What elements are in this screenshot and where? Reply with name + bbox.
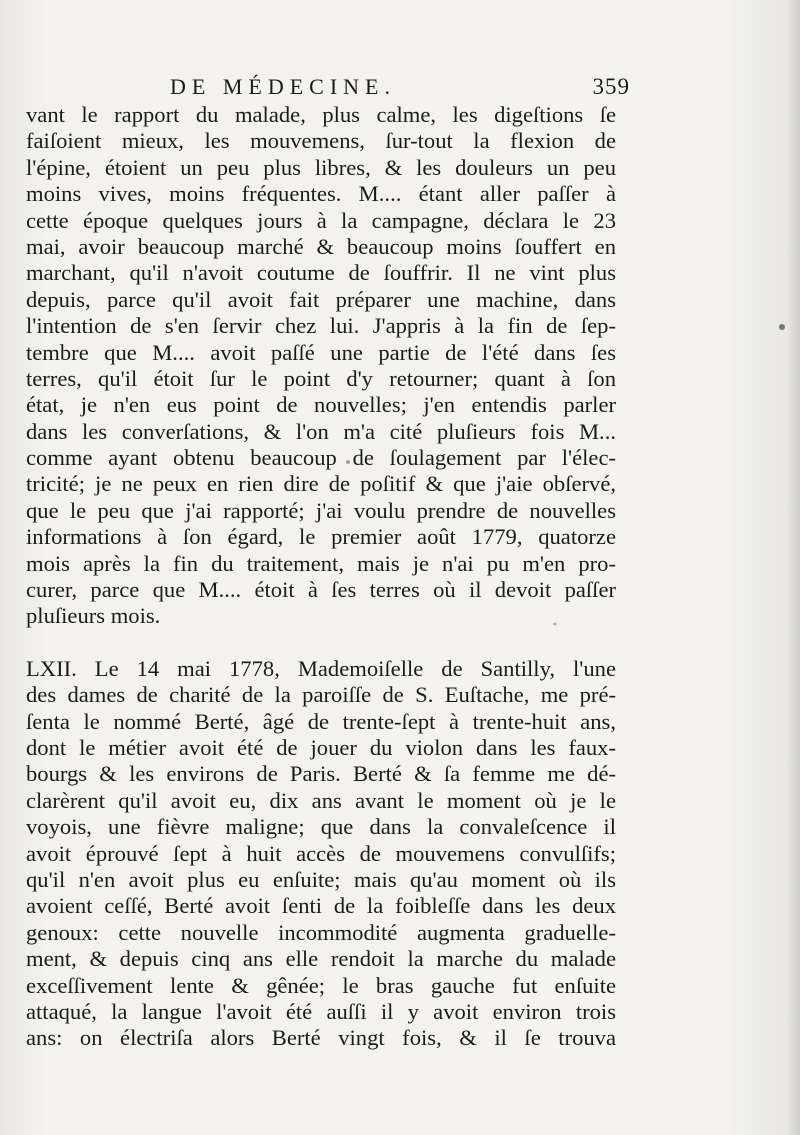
text-line: terres, qu'il étoit ſur le point d'y retourner; quant à ſon xyxy=(26,365,616,391)
text-line: marchant, qu'il n'avoit coutume de ſouffrir. Il ne vint plus xyxy=(26,260,616,286)
text-line: dont le métier avoit été de jouer du violon dans les faux- xyxy=(26,734,616,760)
text-line: que le peu que j'ai rapporté; j'ai voulu prendre de nouvelles xyxy=(26,497,616,523)
text-line: mai, avoir beaucoup marché & beaucoup moins ſouffert en xyxy=(26,233,616,259)
paragraph-gap xyxy=(26,630,616,656)
text-line: voyois, une fièvre maligne; que dans la convaleſcence il xyxy=(26,814,616,840)
text-line: l'intention de s'en ſervir chez lui. J'appris à la fin de ſep- xyxy=(26,313,616,339)
paragraph-continued xyxy=(26,102,616,630)
text-line: état, je n'en eus point de nouvelles; j'en entendis parler xyxy=(26,392,616,418)
text-line: avoient ceſſé, Berté avoit ſenti de la foibleſſe dans les deux xyxy=(26,893,616,919)
body-text xyxy=(26,102,616,1052)
text-line: ſenta le nommé Berté, âgé de trente-ſept à trente-huit ans, xyxy=(26,708,616,734)
text-line: ment, & depuis cinq ans elle rendoit la marche du malade xyxy=(26,946,616,972)
text-line: dans les converſations, & l'on m'a cité pluſieurs fois M... xyxy=(26,418,616,444)
text-line: qu'il n'en avoit plus eu enſuite; mais qu'au moment où ils xyxy=(26,866,616,892)
text-line: ans: on électriſa alors Berté vingt fois, & il ſe trouva xyxy=(26,1025,616,1051)
paragraph-case-lxii xyxy=(26,656,616,1052)
text-line: exceſſivement lente & gênée; le bras gauche fut enſuite xyxy=(26,972,616,998)
text-line: avoit éprouvé ſept à huit accès de mouvemens convulſifs; xyxy=(26,840,616,866)
text-line: mois après la fin du traitement, mais je n'ai pu m'en pro- xyxy=(26,550,616,576)
text-line: informations à ſon égard, le premier août 1779, quatorze xyxy=(26,524,616,550)
page-number: 359 xyxy=(592,74,630,99)
text-line: pluſieurs mois. xyxy=(26,603,161,629)
text-line: LXII. Le 14 mai 1778, Mademoiſelle de Santilly, l'une xyxy=(26,655,616,681)
text-line: des dames de charité de la paroiſſe de S. Euſtache, me pré- xyxy=(26,682,616,708)
text-line: attaqué, la langue l'avoit été auſſi il y avoit environ trois xyxy=(26,998,616,1024)
text-line: tembre que M.... avoit paſſé une partie de l'été dans ſes xyxy=(26,339,616,365)
text-line: depuis, parce qu'il avoit fait préparer une machine, dans xyxy=(26,286,616,312)
text-line: clarèrent qu'il avoit eu, dix ans avant le moment où je le xyxy=(26,787,616,813)
text-line: faiſoient mieux, les mouvemens, ſur-tout la flexion de xyxy=(26,128,616,154)
running-head-title: DE MÉDECINE. xyxy=(170,74,396,99)
text-line: genoux: cette nouvelle incommodité augmenta graduelle- xyxy=(26,919,616,945)
text-line: vant le rapport du malade, plus calme, les digeſtions ſe xyxy=(26,102,616,127)
text-line: l'épine, étoient un peu plus libres, & les douleurs un peu xyxy=(26,154,616,180)
text-line: moins vives, moins fréquentes. M.... étant aller paſſer à xyxy=(26,181,616,207)
text-line: comme ayant obtenu beaucoup de ſoulagement par l'élec- xyxy=(26,445,616,471)
text-line: bourgs & les environs de Paris. Berté & ſa femme me dé- xyxy=(26,761,616,787)
text-line: tricité; je ne peux en rien dire de poſitif & que j'aie obſervé, xyxy=(26,471,616,497)
text-line: curer, parce que M.... étoit à ſes terres où il devoit paſſer xyxy=(26,577,616,603)
text-line: cette époque quelques jours à la campagne, déclara le 23 xyxy=(26,207,616,233)
